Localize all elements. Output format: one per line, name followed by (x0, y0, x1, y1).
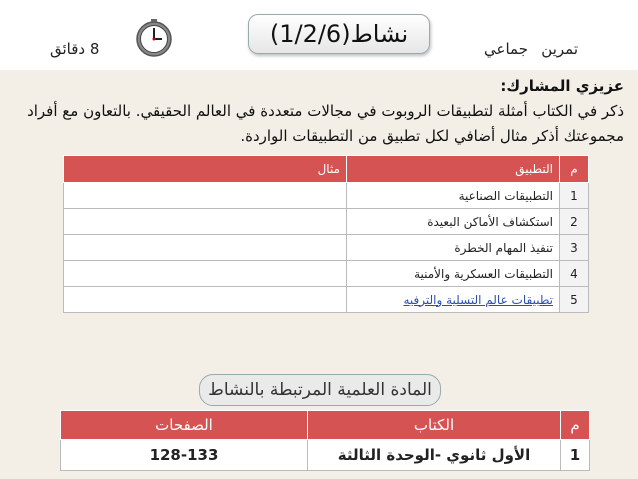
table-row (64, 235, 589, 261)
row-example[interactable] (64, 261, 347, 287)
row-num: 4 (560, 261, 589, 287)
table-row (61, 440, 590, 471)
exercise-type-label: تمرين (541, 40, 578, 58)
row-application: استكشاف الأماكن البعيدة (347, 209, 560, 235)
header-num: م (560, 156, 589, 183)
row-example[interactable] (64, 183, 347, 209)
table-row (64, 209, 589, 235)
subject-table (60, 410, 590, 471)
row-application-link[interactable] (347, 287, 560, 313)
table-row (64, 183, 589, 209)
header-pages: الصفحات (61, 411, 308, 440)
table-header-row (64, 156, 589, 183)
instruction-text: ذكر في الكتاب أمثلة لتطبيقات الروبوت في مجالات متعددة في العالم الحقيقي. بالتعاون مع أفراد مجموعتك أذكر مثال أضافي لكل تطبيق من التطبيقات الواردة. (27, 102, 624, 145)
activity-title: نشاط(1/2/6) (248, 14, 430, 54)
intro-paragraph (14, 74, 624, 149)
row-num: 1 (561, 440, 590, 471)
applications-table (63, 155, 589, 313)
header-num: م (561, 411, 590, 440)
row-application: تنفيذ المهام الخطرة (347, 235, 560, 261)
row-example[interactable] (64, 235, 347, 261)
table-header-row (61, 411, 590, 440)
row-application: التطبيقات الصناعية (347, 183, 560, 209)
group-mode-label: جماعي (484, 40, 528, 58)
greeting-text: عزيزي المشارك: (500, 77, 624, 95)
clock-icon (134, 18, 174, 58)
row-num: 3 (560, 235, 589, 261)
row-example[interactable] (64, 209, 347, 235)
duration-label: 8 دقائق (50, 40, 100, 58)
row-example[interactable] (64, 287, 347, 313)
subject-title: المادة العلمية المرتبطة بالنشاط (199, 374, 441, 406)
row-num: 1 (560, 183, 589, 209)
table-row (64, 261, 589, 287)
row-application: التطبيقات العسكرية والأمنية (347, 261, 560, 287)
table-row (64, 287, 589, 313)
row-book: الأول ثانوي -الوحدة الثالثة (308, 440, 561, 471)
row-num: 2 (560, 209, 589, 235)
entertainment-link[interactable]: تطبيقات عالم التسلية والترفيه (403, 292, 553, 307)
row-num: 5 (560, 287, 589, 313)
header-example: مثال (64, 156, 347, 183)
header-application: التطبيق (347, 156, 560, 183)
row-pages: 128-133 (61, 440, 308, 471)
header-book: الكتاب (308, 411, 561, 440)
